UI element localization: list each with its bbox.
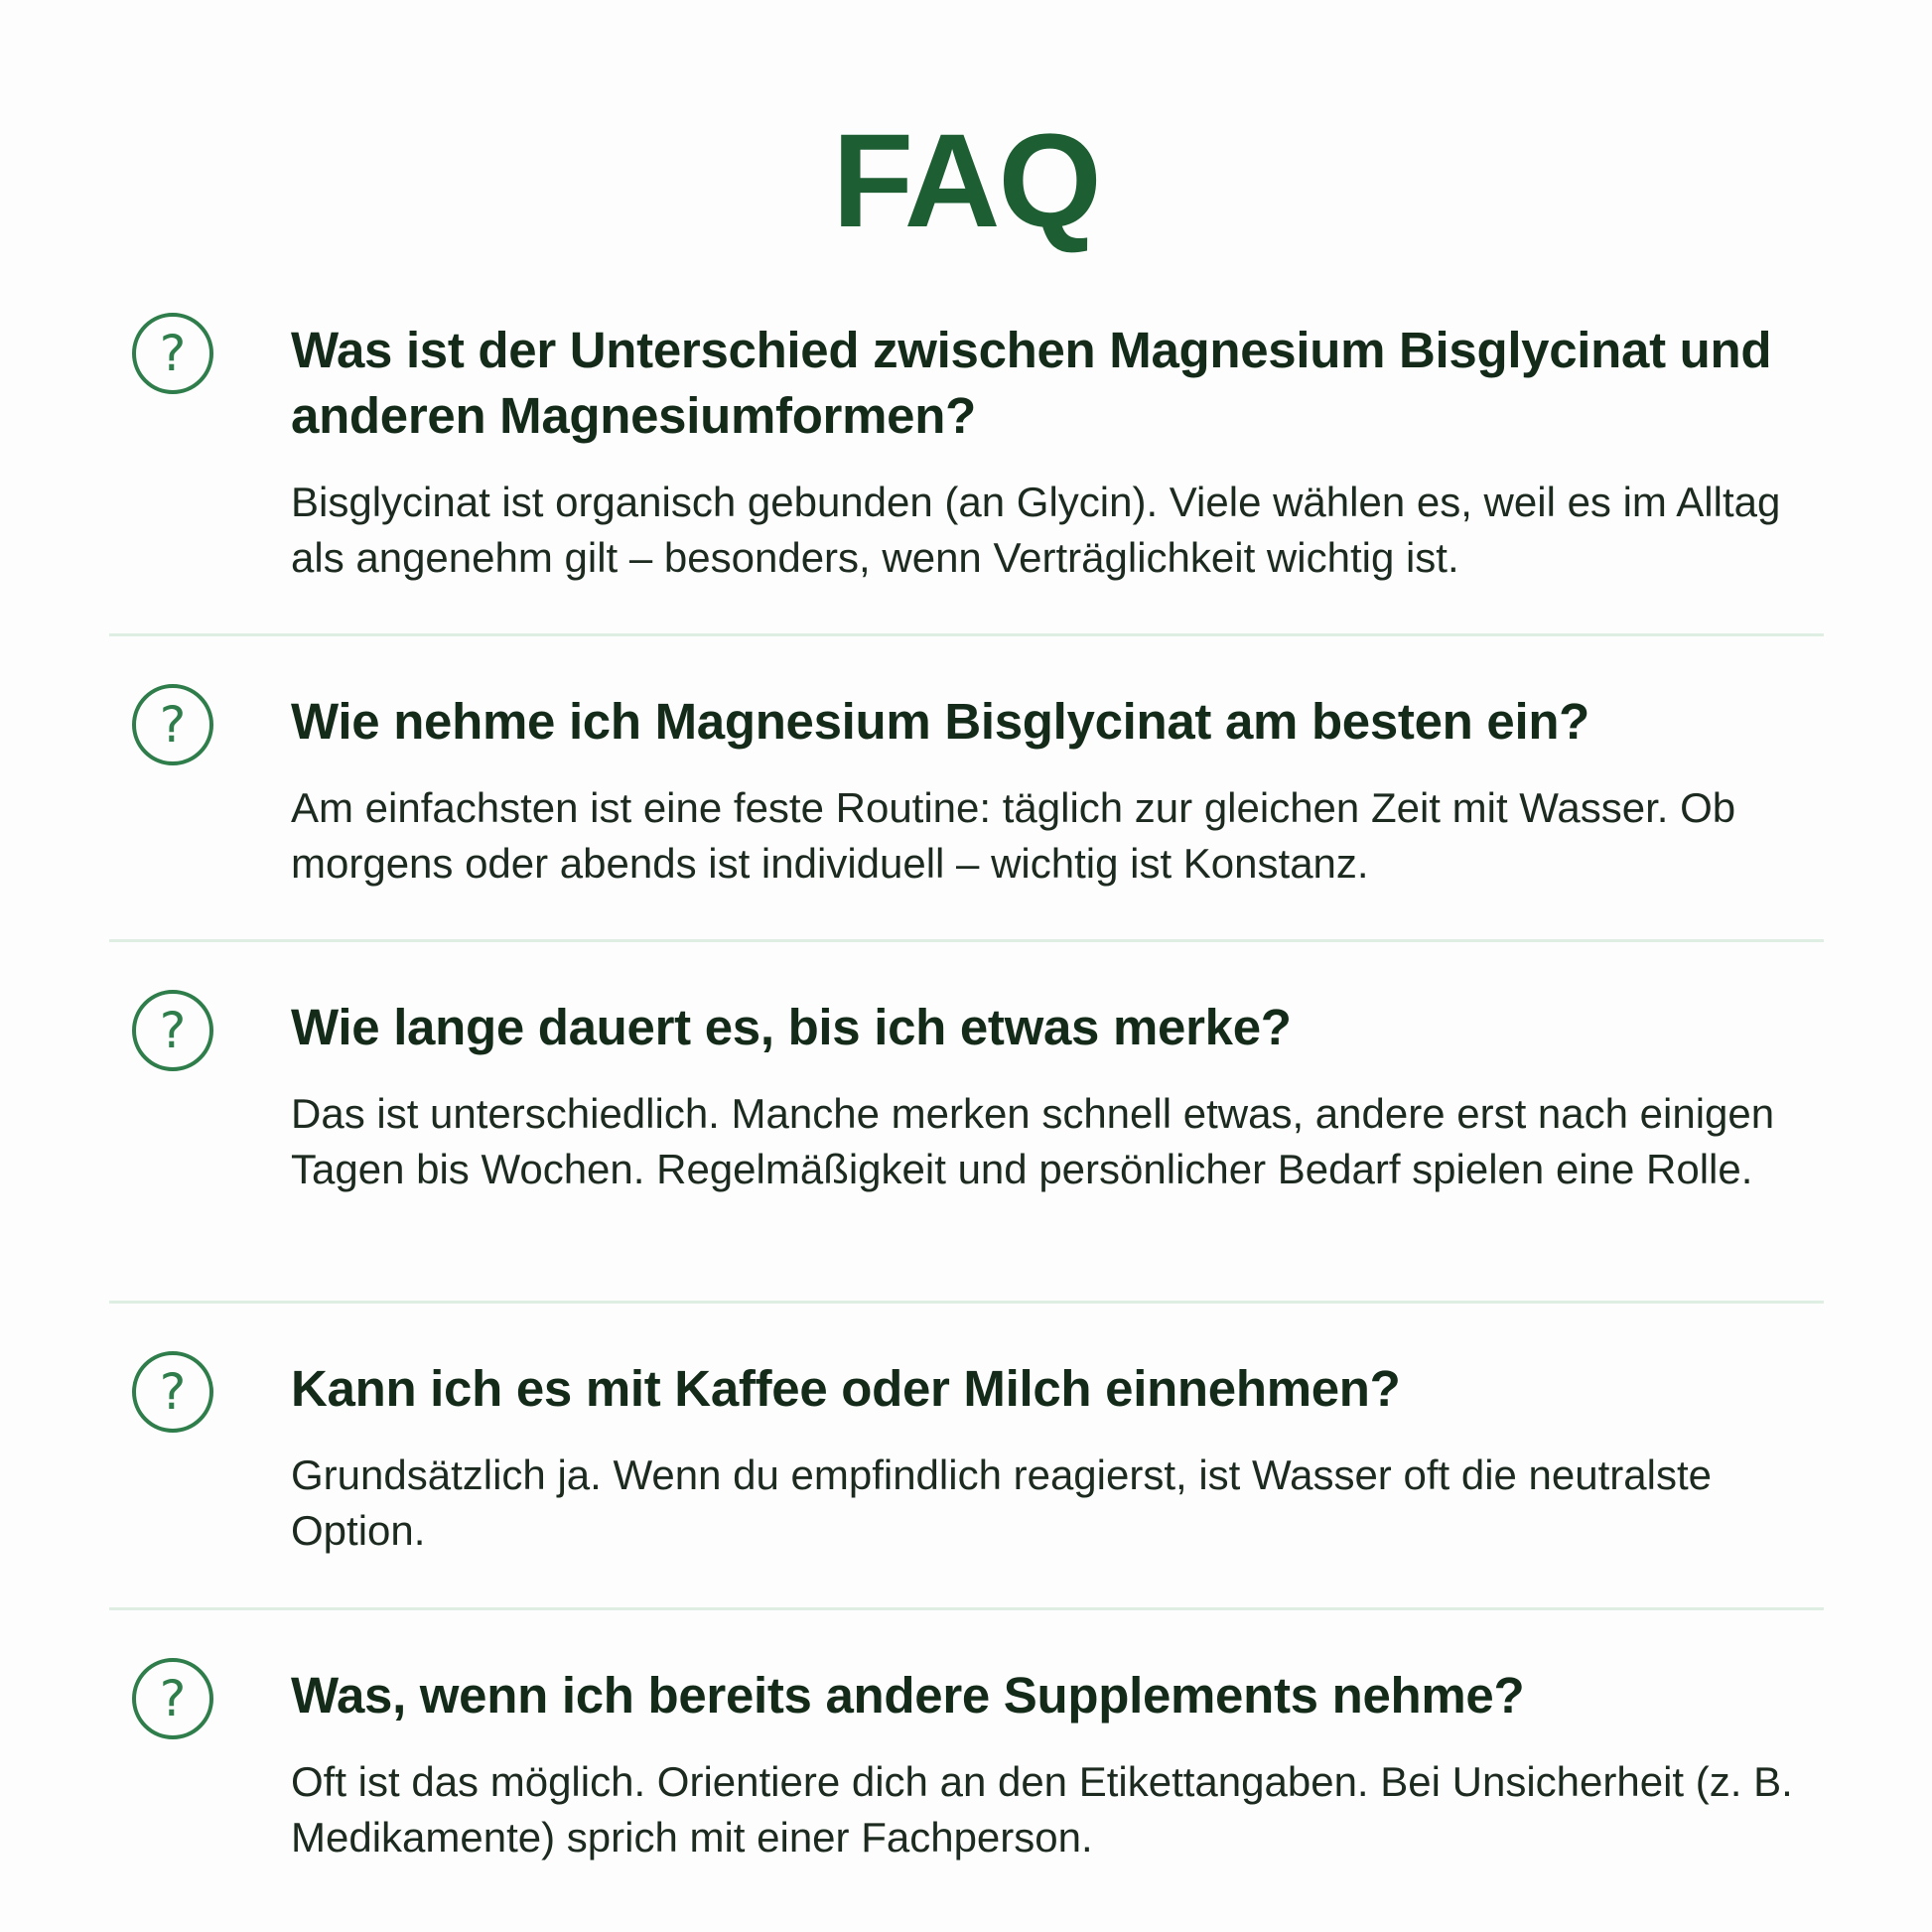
faq-answer: Grundsätzlich ja. Wenn du empfindlich reagierst, ist Wasser oft die neutralste Option. xyxy=(291,1451,1712,1554)
divider xyxy=(109,939,1824,942)
divider xyxy=(109,633,1824,636)
faq-answer: Oft ist das möglich. Orientiere dich an den Etikettangaben. Bei Unsicherheit (z. B. Medikamente) sprich mit einer Fachperson. xyxy=(291,1758,1793,1861)
question-circle-icon: ? xyxy=(132,684,213,765)
faq-question: Was ist der Unterschied zwischen Magnesium Bisglycinat und anderen Magnesiumformen? xyxy=(291,322,1772,444)
faq-question: Kann ich es mit Kaffee oder Milch einnehmen? xyxy=(291,1360,1401,1417)
question-circle-icon: ? xyxy=(132,313,213,394)
faq-question: Wie nehme ich Magnesium Bisglycinat am besten ein? xyxy=(291,693,1590,750)
question-circle-icon: ? xyxy=(132,1658,213,1739)
divider xyxy=(109,1607,1824,1610)
faq-answer: Am einfachsten ist eine feste Routine: täglich zur gleichen Zeit mit Wasser. Ob morgens oder abends ist individuell – wichtig ist Konstanz. xyxy=(291,784,1736,887)
faq-question: Wie lange dauert es, bis ich etwas merke? xyxy=(291,999,1292,1055)
question-circle-icon: ? xyxy=(132,1351,213,1433)
page-title: FAQ xyxy=(832,107,1100,255)
faq-answer: Bisglycinat ist organisch gebunden (an Glycin). Viele wählen es, weil es im Alltag als angenehm gilt – besonders, wenn Verträglichkeit wichtig ist. xyxy=(291,479,1781,581)
question-circle-icon: ? xyxy=(132,990,213,1071)
faq-answer: Das ist unterschiedlich. Manche merken schnell etwas, andere erst nach einigen Tagen bis Wochen. Regelmäßigkeit und persönlicher Bedarf spielen eine Rolle. xyxy=(291,1090,1775,1192)
divider xyxy=(109,1301,1824,1304)
faq-question: Was, wenn ich bereits andere Supplements nehme? xyxy=(291,1667,1525,1724)
